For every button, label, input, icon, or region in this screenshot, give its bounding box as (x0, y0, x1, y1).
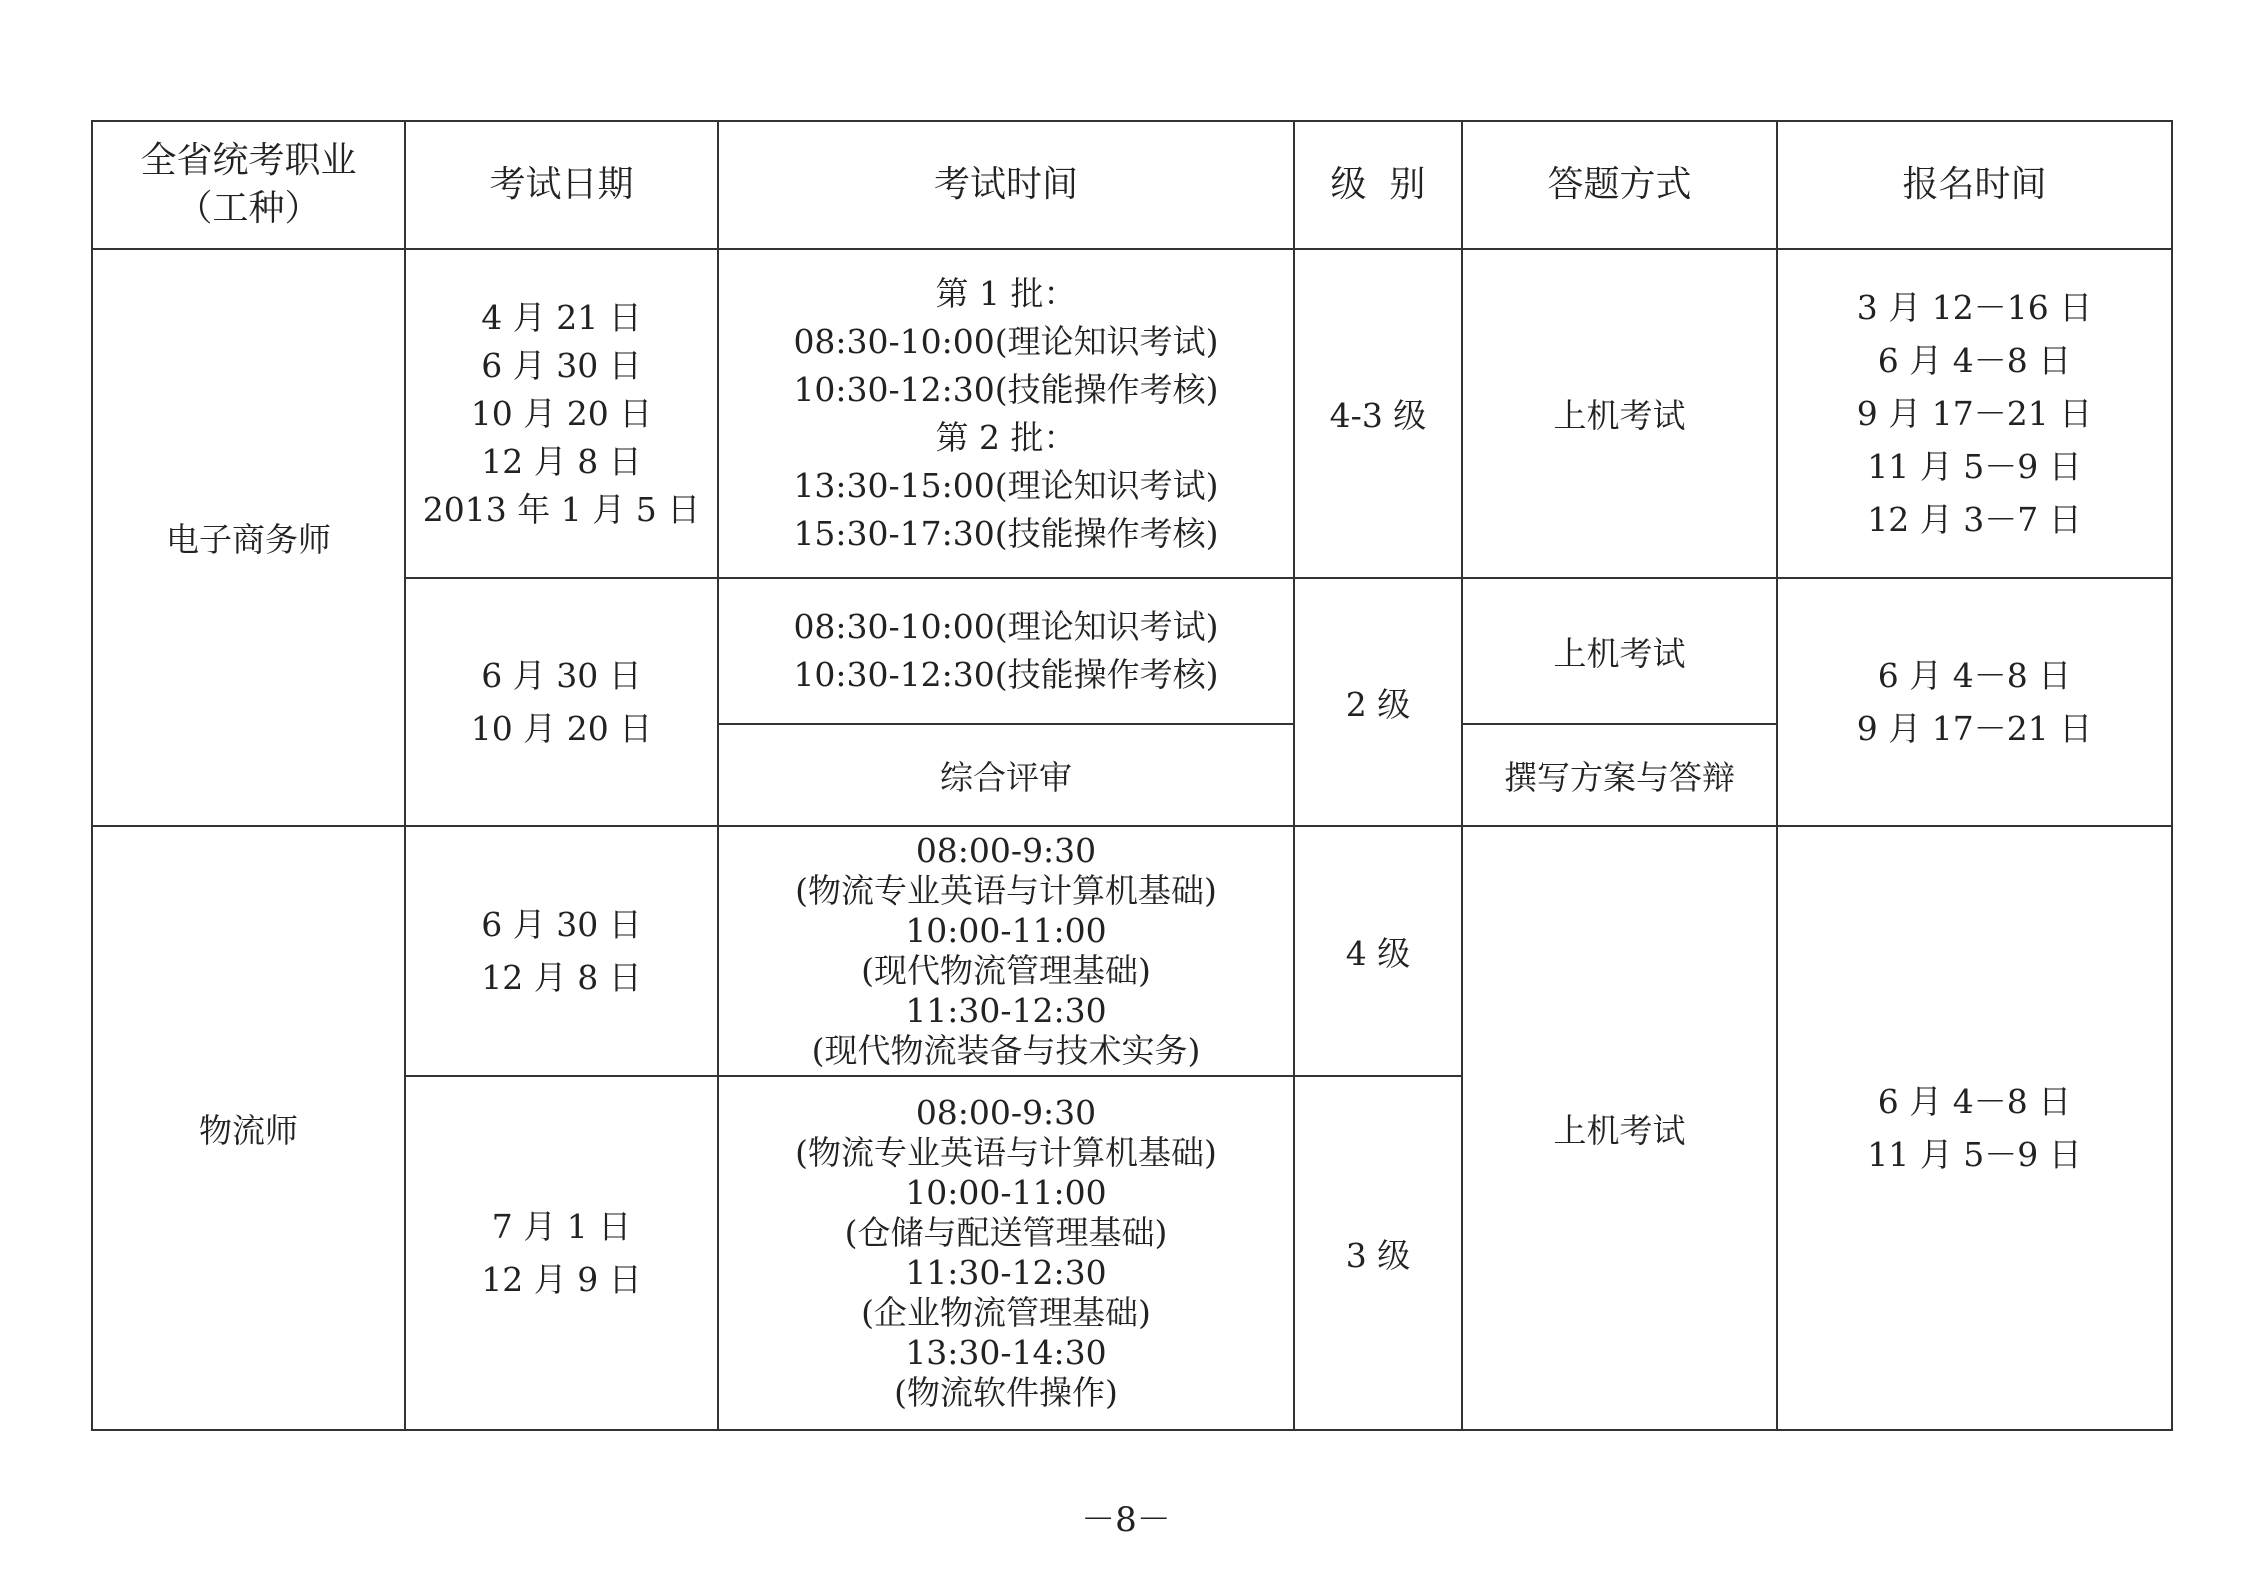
registration-date: 6 月 4－8 日 (1877, 656, 2072, 695)
exam-times-cell (718, 1076, 1294, 1430)
exam-date: 6 月 30 日 (481, 656, 642, 695)
registration-date: 6 月 4－8 日 (1877, 341, 2072, 380)
exam-time: (仓储与配送管理基础) (844, 1213, 1168, 1252)
header-row (92, 121, 2172, 249)
registration-date: 3 月 12－16 日 (1856, 288, 2093, 327)
header-answer-method: 答题方式 (1462, 121, 1777, 249)
table-row (92, 826, 2172, 1076)
exam-date: 12 月 8 日 (481, 441, 642, 481)
registration-date: 6 月 4－8 日 (1877, 1082, 2072, 1121)
table-row (92, 249, 2172, 578)
exam-dates-cell (405, 826, 718, 1076)
exam-time: 10:00-11:00 (905, 1173, 1107, 1212)
exam-time: 13:30-15:00(理论知识考试) (793, 465, 1219, 505)
exam-time: 10:30-12:30(技能操作考核) (793, 369, 1219, 409)
exam-time: (物流专业英语与计算机基础) (795, 871, 1217, 910)
exam-time: (企业物流管理基础) (861, 1293, 1151, 1332)
exam-dates-cell (405, 1076, 718, 1430)
exam-time: 11:30-12:30 (905, 991, 1107, 1030)
header-exam-time: 考试时间 (718, 121, 1294, 249)
exam-time: 11:30-12:30 (905, 1253, 1107, 1292)
exam-times-cell (718, 578, 1294, 724)
exam-time: 08:00-9:30 (915, 1093, 1097, 1132)
exam-date: 6 月 30 日 (481, 345, 642, 385)
header-occupation (92, 121, 405, 249)
registration-date: 12 月 3－7 日 (1867, 500, 2082, 539)
exam-time: (现代物流管理基础) (861, 951, 1151, 990)
exam-date: 10 月 20 日 (470, 393, 653, 433)
registration-date: 11 月 5－9 日 (1867, 447, 2082, 486)
exam-time: (现代物流装备与技术实务) (811, 1031, 1201, 1070)
exam-time: (物流专业英语与计算机基础) (795, 1133, 1217, 1172)
exam-date: 4 月 21 日 (481, 297, 642, 337)
level-cell: 3 级 (1294, 1076, 1462, 1430)
exam-date: 6 月 30 日 (481, 905, 642, 944)
exam-times-cell (718, 249, 1294, 578)
exam-time: 第 1 批： (935, 273, 1077, 313)
registration-date: 9 月 17－21 日 (1856, 394, 2093, 433)
level-cell: 4-3 级 (1294, 249, 1462, 578)
exam-date: 2013 年 1 月 5 日 (422, 489, 701, 529)
occupation-ecommerce: 电子商务师 (92, 249, 405, 826)
answer-method-cell: 上机考试 (1462, 249, 1777, 578)
header-occupation-line: 全省统考职业 (140, 140, 357, 181)
exam-date: 12 月 8 日 (481, 958, 642, 997)
exam-time: 08:30-10:00(理论知识考试) (793, 321, 1219, 361)
registration-cell (1777, 578, 2172, 826)
exam-date: 7 月 1 日 (491, 1207, 632, 1246)
exam-date: 12 月 9 日 (481, 1260, 642, 1299)
exam-time: 第 2 批： (935, 417, 1077, 457)
answer-method-cell: 撰写方案与答辩 (1462, 724, 1777, 826)
registration-cell (1777, 826, 2172, 1430)
answer-method-cell: 上机考试 (1462, 826, 1777, 1430)
header-registration: 报名时间 (1777, 121, 2172, 249)
exam-schedule-table (91, 120, 2173, 1431)
header-occupation-line: （工种） (176, 188, 321, 229)
exam-time: 13:30-14:30 (905, 1333, 1107, 1372)
exam-date: 10 月 20 日 (470, 709, 653, 748)
page-number: －8－ (1081, 1500, 1171, 1540)
exam-dates-cell (405, 578, 718, 826)
registration-date: 9 月 17－21 日 (1856, 709, 2093, 748)
occupation-logistics: 物流师 (92, 826, 405, 1430)
exam-time: (物流软件操作) (894, 1373, 1118, 1412)
exam-time: 10:30-12:30(技能操作考核) (793, 655, 1219, 694)
header-exam-date: 考试日期 (405, 121, 718, 249)
exam-time: 15:30-17:30(技能操作考核) (793, 513, 1219, 553)
exam-time: 10:00-11:00 (905, 911, 1107, 950)
exam-time: 08:30-10:00(理论知识考试) (793, 607, 1219, 646)
exam-time: 08:00-9:30 (915, 831, 1097, 870)
exam-times-cell (718, 826, 1294, 1076)
level-cell: 2 级 (1294, 578, 1462, 826)
level-cell: 4 级 (1294, 826, 1462, 1076)
answer-method-cell: 上机考试 (1462, 578, 1777, 724)
header-level: 级 别 (1294, 121, 1462, 249)
registration-cell (1777, 249, 2172, 578)
registration-date: 11 月 5－9 日 (1867, 1135, 2082, 1174)
exam-times-cell: 综合评审 (718, 724, 1294, 826)
exam-dates-cell (405, 249, 718, 578)
